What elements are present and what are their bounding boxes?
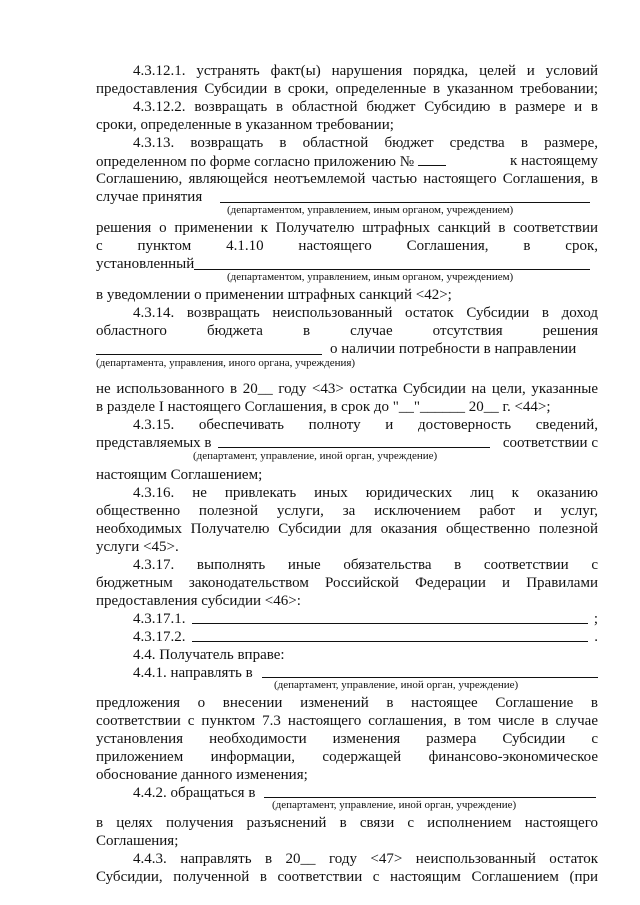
clause-4-4-3-line1: 4.4.3. направлять в 20__ году <47> неиспользованный остаток <box>133 851 598 867</box>
clause-4-4-2-line2: в целях получения разъяснений в связи с исполнением настоящего <box>96 815 598 831</box>
clause-4-4-1-line3: соответствии с пунктом 7.3 настоящего соглашения, в том числе в случае <box>96 713 598 729</box>
clause-4-3-17-line2: бюджетным законодательством Российской Федерации и Правилами <box>96 575 598 591</box>
clause-4-4-1-line4: установления необходимости изменения размера Субсидии с <box>96 731 598 747</box>
blank-proposal-recipient <box>262 677 598 678</box>
clause-4-3-12-2-line2: сроки, определенные в указанном требовании; <box>96 117 394 133</box>
blank-appendix-number <box>418 152 446 166</box>
clause-4-4-1-line6: обоснование данного изменения; <box>96 767 308 783</box>
clause-4-3-17-2 <box>133 628 598 646</box>
clause-4-3-17-line1: 4.3.17. выполнять иные обязательства в соответствии с <box>133 557 598 573</box>
clause-4-4-1-line2: предложения о внесении изменений в настоящее Соглашение в <box>96 695 598 711</box>
clause-4-3-15-line2-start: представляемых в <box>96 435 212 451</box>
clause-4-3-14-line4: не использованного в 20__ году <43> остатка Субсидии на цели, указанные <box>96 381 598 397</box>
clause-4-3-14-line1: 4.3.14. возвращать неиспользованный остаток Субсидии в доход <box>133 305 598 321</box>
blank-information-recipient <box>218 447 490 448</box>
clause-4-3-17-2-end: . <box>594 629 598 645</box>
caption-department-4: (департамент, управление, иной орган, учреждение) <box>193 450 438 462</box>
clause-4-3-12-1-line1: 4.3.12.1. устранять факт(ы) нарушения порядка, целей и условий <box>133 63 598 79</box>
clause-4-4-1-line1: 4.4.1. направлять в <box>133 665 253 681</box>
clause-4-4-2-line1: 4.4.2. обращаться в <box>133 785 256 801</box>
blank-decision-body <box>220 202 590 203</box>
caption-department-5: (департамент, управление, иной орган, учреждение) <box>274 679 519 691</box>
clause-4-3-17-1-end: ; <box>593 611 598 627</box>
clause-4-3-12-2-line1: 4.3.12.2. возвращать в областной бюджет Субсидию в размере и в <box>133 99 598 115</box>
caption-department-3: (департамента, управления, иного органа, учреждения) <box>96 357 356 369</box>
clause-4-3-17-1 <box>133 610 598 628</box>
clause-4-3-13-line3: Соглашению, являющейся неотъемлемой частью настоящего Соглашения, в <box>96 171 598 187</box>
blank-obligation-1 <box>192 623 588 624</box>
clause-4-3-13-line1: 4.3.13. возвращать в областной бюджет средства в размере, <box>133 135 598 151</box>
blank-obligation-2 <box>192 641 588 642</box>
blank-clarification-recipient <box>264 797 596 798</box>
clause-4-3-13-line5: решения о применении к Получателю штрафных санкций в соответствии <box>96 220 598 236</box>
clause-4-3-17-2-number: 4.3.17.2. <box>133 629 186 645</box>
clause-4-4-2-line3: Соглашения; <box>96 833 179 849</box>
clause-4-3-12-1-line2: предоставления Субсидии в сроки, определенные в указанном требовании; <box>96 81 598 97</box>
clause-4-3-15-line3: настоящим Соглашением; <box>96 467 263 483</box>
caption-department-6: (департамент, управление, иной орган, учреждение) <box>272 799 517 811</box>
clause-4-4-heading: 4.4. Получатель вправе: <box>133 647 285 663</box>
clause-4-3-13-line2-start: определенном по форме согласно приложению № <box>96 154 415 170</box>
clause-4-3-17-1-number: 4.3.17.1. <box>133 611 186 627</box>
clause-4-3-16-line1: 4.3.16. не привлекать иных юридических лиц к оказанию <box>133 485 598 501</box>
caption-department-2: (департаментом, управлением, иным органом, учреждением) <box>227 271 514 283</box>
clause-4-3-13-line2 <box>96 152 598 170</box>
clause-4-3-14-line3: о наличии потребности в направлении <box>330 341 577 357</box>
clause-4-3-16-line3: необходимых Получателю Субсидии для оказания общественно полезной <box>96 521 598 537</box>
clause-4-3-13-line2-end: к настоящему <box>509 153 598 169</box>
clause-4-3-13-line7: установленный <box>96 256 195 272</box>
clause-4-3-14-line2: областного бюджета в случае отсутствия решения <box>96 323 598 339</box>
clause-4-3-16-line2: общественно полезной услуги, за исключением работ и услуг, <box>96 503 598 519</box>
clause-4-3-15-line2-end: соответствии с <box>502 435 598 451</box>
clause-4-3-13-line6: с пунктом 4.1.10 настоящего Соглашения, в срок, <box>96 238 598 254</box>
clause-4-4-1-line5: приложением информации, содержащей финансово-экономическое <box>96 749 598 765</box>
clause-4-4-3-line2: Субсидии, полученной в соответствии с настоящим Соглашением (при <box>96 869 598 885</box>
clause-4-3-13-line8: в уведомлении о применении штрафных санкций <42>; <box>96 287 452 303</box>
blank-established-by <box>194 269 590 270</box>
clause-4-3-16-line4: услуги <45>. <box>96 539 179 555</box>
clause-4-3-15-line1: 4.3.15. обеспечивать полноту и достоверность сведений, <box>133 417 598 433</box>
clause-4-3-14-line5: в разделе I настоящего Соглашения, в срок до "__"______ 20__ г. <44>; <box>96 399 551 415</box>
clause-4-3-13-line4: случае принятия <box>96 189 203 205</box>
caption-department-1: (департаментом, управлением, иным органом, учреждением) <box>227 204 514 216</box>
clause-4-3-17-line3: предоставления субсидии <46>: <box>96 593 301 609</box>
blank-decision-authority <box>96 354 322 355</box>
